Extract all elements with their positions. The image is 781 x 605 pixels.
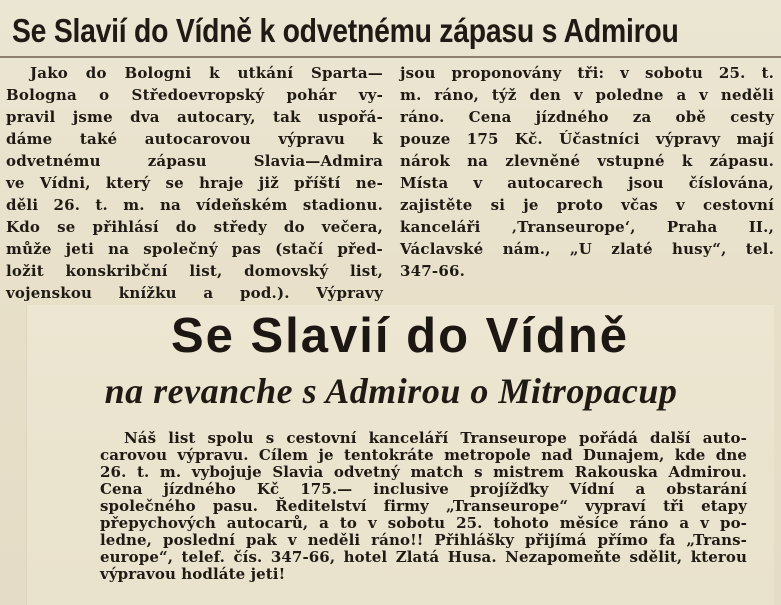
text-line: zajistěte si je proto včas v cestovní (400, 196, 774, 214)
text-line: pouze 175 Kč. Účastníci výpravy mají (400, 130, 774, 148)
text-line: carovou výpravu. Cílem je tentokráte metropole nad Dunajem, kde dne (100, 446, 747, 464)
text-line: ložit konskribční list, domovský list, (6, 262, 383, 280)
top-article-left-column (6, 62, 383, 304)
text-line: ledne, poslední pak v neděli ráno!! Přihlášky přijímá přímo fa „Trans- (100, 531, 747, 549)
text-line: společného pasu. Ředitelství firmy „Transeurope“ vypraví tři etapy (100, 497, 747, 515)
text-line: Jako do Bologni k utkání Sparta— (30, 64, 383, 82)
top-article-clipping (0, 0, 781, 302)
text-line: výpravou hodláte jeti! (100, 565, 286, 583)
text-line: Bologna o Středoevropský pohár vy- (6, 86, 383, 104)
bottom-article-headline: Se Slavií do Vídně (170, 309, 630, 363)
bottom-article-body (100, 430, 747, 583)
text-line: ráno. Cena jízdného za obě cesty (400, 108, 774, 126)
text-line: m. ráno, týž den v poledne a v neděli (400, 86, 774, 104)
text-line: 26. t. m. vybojuje Slavia odvetný match s mistrem Rakouska Admirou. (100, 463, 747, 481)
text-line: přepychových autocarů, a to v sobotu 25. tohoto měsíce ráno a v po- (100, 514, 747, 532)
headline-rule (0, 56, 781, 58)
text-line: Václavské nám., „U zlaté husy“, tel. (400, 240, 774, 258)
text-line: odvetnému zápasu Slavia—Admira (6, 152, 383, 170)
bottom-article-subheadline: na revanche s Admirou o Mitropacup (104, 371, 678, 411)
text-line: děli 26. t. m. na vídeňském stadionu. (6, 196, 383, 214)
text-line: vojenskou knížku a pod.). Výpravy (6, 284, 383, 302)
text-line: 347-66. (400, 262, 466, 280)
top-article-right-column (400, 62, 774, 282)
top-article-headline: Se Slavií do Vídně k odvetnému zápasu s Admirou (12, 12, 679, 49)
text-line: může jeti na společný pas (stačí před- (6, 240, 383, 258)
text-line: dáme také autocarovou výpravu k (6, 130, 383, 148)
text-line: europe“, telef. čís. 347-66, hotel Zlatá Husa. Nezapomeňte sdělit, kterou (100, 548, 747, 566)
text-line: pravil jsme dva autocary, tak uspořá- (6, 108, 383, 126)
text-line: ve Vídni, který se hraje již příští ne- (6, 174, 383, 192)
text-line: Cena jízdného Kč 175.— inclusive projížďky Vídní a obstarání (100, 480, 747, 498)
text-line: Kdo se přihlásí do středy do večera, (6, 218, 383, 236)
text-line: kanceláři ‚Transeurope‘, Praha II., (400, 218, 774, 236)
clipping-edge (26, 305, 27, 605)
text-line: jsou proponovány tři: v sobotu 25. t. (400, 64, 774, 82)
text-line: Místa v autocarech jsou číslována, (400, 174, 774, 192)
text-line: nárok na zlevněné vstupné k zápasu. (400, 152, 774, 170)
text-line: Náš list spolu s cestovní kanceláří Transeurope pořádá další auto- (124, 429, 747, 447)
bottom-article-clipping (26, 305, 774, 605)
